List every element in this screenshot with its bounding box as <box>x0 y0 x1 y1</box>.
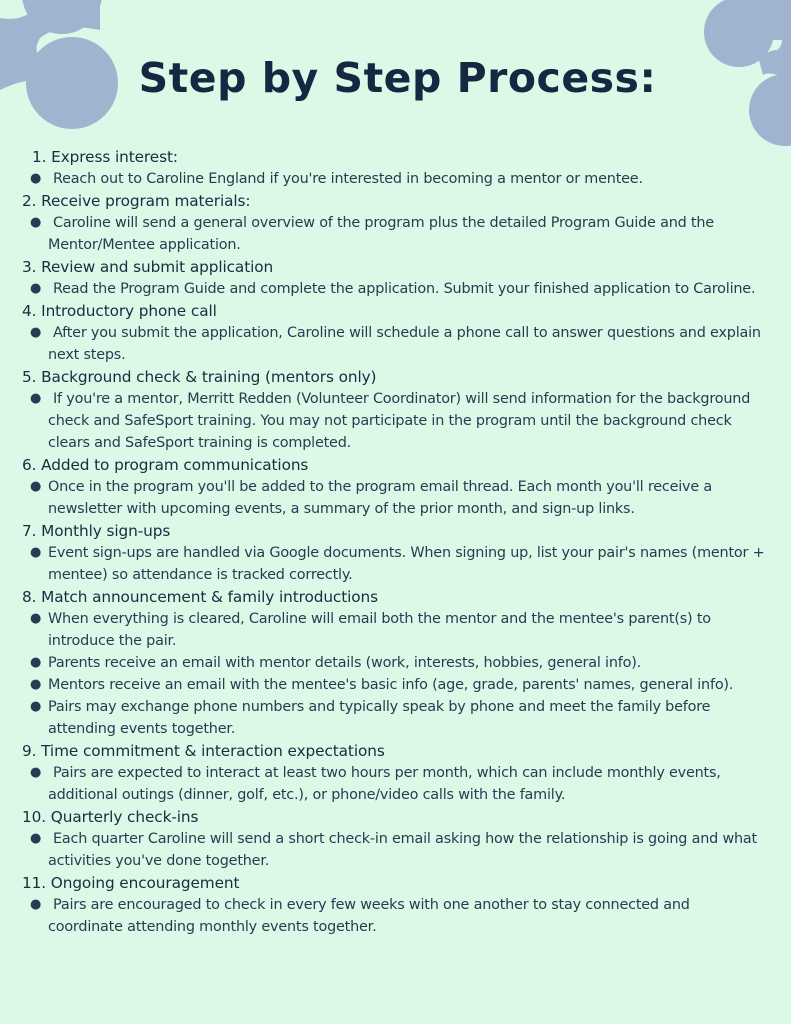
bullet-icon: ● <box>30 831 42 846</box>
bullet-icon: ● <box>30 325 42 340</box>
step-8 <box>0 586 791 740</box>
bullet-text: Each quarter Caroline will send a short check-in email asking how the relationship is going and what activities you've done together. <box>48 831 757 869</box>
bullet-text: Mentors receive an email with the mentee's basic info (age, grade, parents' names, general info). <box>48 677 734 693</box>
step-heading: 8. Match announcement & family introductions <box>22 588 379 606</box>
step-bullet <box>0 894 791 938</box>
steps-list <box>0 146 791 938</box>
bullet-text: If you're a mentor, Merritt Redden (Volunteer Coordinator) will send information for the background check and SafeSport training. You may not participate in the program until the background check clears and SafeSport training is completed. <box>48 391 751 451</box>
step-heading: 4. Introductory phone call <box>22 302 217 320</box>
step-10 <box>0 806 791 872</box>
step-heading: 9. Time commitment & interaction expectations <box>22 742 385 760</box>
bullet-text: Parents receive an email with mentor details (work, interests, hobbies, general info). <box>48 655 642 671</box>
step-bullet <box>0 828 791 872</box>
bullet-icon: ● <box>30 281 42 296</box>
step-1 <box>0 146 791 190</box>
step-heading: 2. Receive program materials: <box>22 192 251 210</box>
step-bullet <box>0 476 791 520</box>
bullet-icon: ● <box>30 391 42 406</box>
step-heading: 6. Added to program communications <box>22 456 309 474</box>
step-heading: 10. Quarterly check-ins <box>22 808 199 826</box>
bullet-icon: ● <box>30 215 42 230</box>
bullet-icon: ● <box>30 655 42 670</box>
step-bullet <box>0 696 791 740</box>
step-2 <box>0 190 791 256</box>
step-9 <box>0 740 791 806</box>
step-bullet <box>0 608 791 652</box>
step-bullet <box>0 278 791 300</box>
bullet-icon: ● <box>30 765 42 780</box>
step-bullet <box>0 652 791 674</box>
bullet-icon: ● <box>30 171 42 186</box>
bullet-text: Pairs are expected to interact at least two hours per month, which can include monthly events, additional outings (dinner, golf, etc.), or phone/video calls with the family. <box>48 765 721 803</box>
step-4 <box>0 300 791 366</box>
step-bullet <box>0 674 791 696</box>
bullet-text: Caroline will send a general overview of the program plus the detailed Program Guide and the Mentor/Mentee application. <box>48 215 714 253</box>
bullet-icon: ● <box>30 677 42 692</box>
step-5 <box>0 366 791 454</box>
bullet-icon: ● <box>30 479 42 494</box>
step-heading: 5. Background check & training (mentors only) <box>22 368 377 386</box>
bullet-text: Reach out to Caroline England if you're interested in becoming a mentor or mentee. <box>53 171 643 187</box>
step-bullet <box>0 212 791 256</box>
bullet-text: When everything is cleared, Caroline will email both the mentor and the mentee's parent(s) to introduce the pair. <box>48 611 711 649</box>
bullet-text: Pairs may exchange phone numbers and typically speak by phone and meet the family before attending events together. <box>48 699 711 737</box>
step-bullet <box>0 168 791 190</box>
bullet-text: After you submit the application, Caroline will schedule a phone call to answer questions and explain next steps. <box>48 325 761 363</box>
bullet-text: Pairs are encouraged to check in every few weeks with one another to stay connected and coordinate attending monthly events together. <box>48 897 690 935</box>
step-heading: 11. Ongoing encouragement <box>22 874 240 892</box>
step-heading: 3. Review and submit application <box>22 258 274 276</box>
bullet-icon: ● <box>30 545 42 560</box>
bullet-text: Read the Program Guide and complete the application. Submit your finished application to Caroline. <box>53 281 756 297</box>
step-heading: 1. Express interest: <box>32 148 178 166</box>
step-heading: 7. Monthly sign-ups <box>22 522 171 540</box>
step-bullet <box>0 762 791 806</box>
bullet-text: Event sign-ups are handled via Google documents. When signing up, list your pair's names (mentor + mentee) so attendance is tracked correctly. <box>48 545 765 583</box>
page-title: Step by Step Process: <box>138 54 657 102</box>
bullet-icon: ● <box>30 611 42 626</box>
step-3 <box>0 256 791 300</box>
bullet-text: Once in the program you'll be added to the program email thread. Each month you'll receive a newsletter with upcoming events, a summary of the prior month, and sign-up links. <box>48 479 712 517</box>
bullet-icon: ● <box>30 699 42 714</box>
step-6 <box>0 454 791 520</box>
step-7 <box>0 520 791 586</box>
bullet-icon: ● <box>30 897 42 912</box>
step-bullet <box>0 388 791 454</box>
step-11 <box>0 872 791 938</box>
step-bullet <box>0 322 791 366</box>
step-bullet <box>0 542 791 586</box>
